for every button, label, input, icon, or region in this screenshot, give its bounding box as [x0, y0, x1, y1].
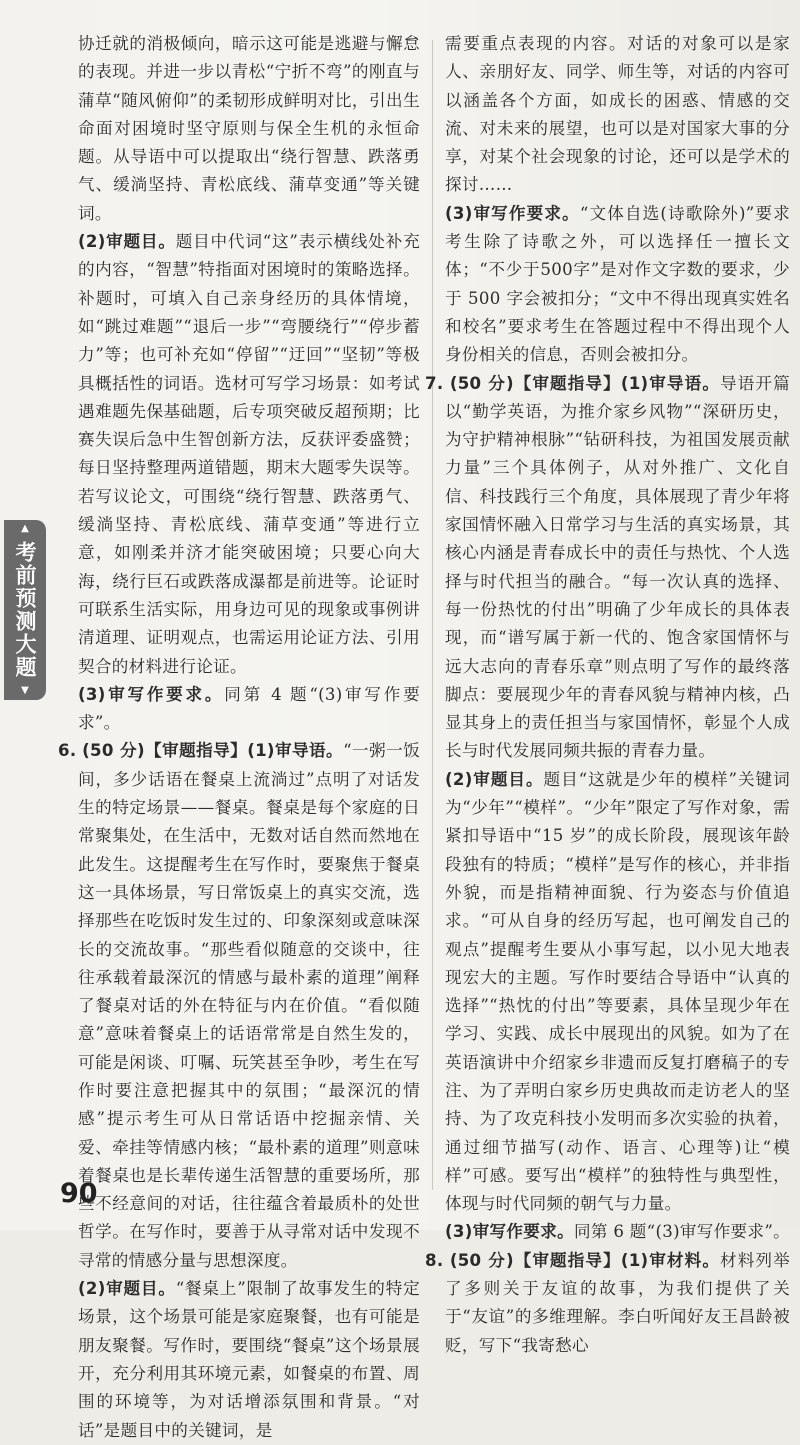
triangle-down-icon: ▼ [21, 685, 29, 696]
section-label: (2)审题目。 [78, 232, 176, 252]
paragraph: (2)审题目。“餐桌上”限制了故事发生的特定场景，这个场景可能是家庭聚餐，也有可能是朋友聚餐。写作时，要围绕“餐桌”这个场景展开，充分利用其环境元素，如餐桌的布置、周围的环境等，为对话增添氛围和背景。“对话”是题目中的关键词，是 [78, 1279, 420, 1440]
section-label: (3)审写作要求。 [445, 203, 580, 223]
section-label: (2)审题目。 [445, 769, 544, 789]
section-label: (2)审题目。 [78, 1279, 176, 1299]
side-tab-label: 考前预测大题 [13, 541, 37, 679]
question-number: 8. [425, 1250, 444, 1270]
paragraph: (2)审题目。题目“这就是少年的模样”关键词为“少年”“模样”。“少年”限定了写作对象，需紧扣导语中“15 岁”的成长阶段，展现该年龄段独有的特质；“模样”是写作的核心，并非指外貌，而是指精神面貌、行为姿态与价值追求。“可从自身的经历写起，也可阐发自己的观点”提醒考生要从小事写起，以小见大地表现宏大的主题。写作时要结合导语中“认真的选择”“热忱的付出”等要素，具体呈现少年在学习、实践、成长中展现出的风貌。如为了在英语演讲中介绍家乡非遗而反复打磨稿子的专注、为了弄明白家乡历史典故而走访老人的坚持、为了攻克科技小发明而多次实验的执着，通过细节描写(动作、语言、心理等)让“模样”可感。要写出“模样”的独特性与典型性，体现与时代同频的朝气与力量。 [445, 769, 790, 1214]
paragraph: 需要重点表现的内容。对话的对象可以是家人、亲朋好友、同学、师生等，对话的内容可以涵盖各个方面，如成长的困惑、情感的交流、对未来的展望，也可以是对国家大事的分享，对某个社会现象的讨论，还可以是学术的探讨…… [445, 34, 790, 195]
question-6: 6. (50 分)【审题指导】(1)审导语。“一粥一饭间，多少话语在餐桌上流淌过”点明了对话发生的特定场景——餐桌。餐桌是每个家庭的日常聚集处，在生活中，无数对话自然而然地在此发生。这提醒考生在写作时，要聚焦于餐桌这一具体场景，写日常饭桌上的真实交流，选择那些在吃饭时发生过的、印象深刻或意味深长的交流故事。“那些看似随意的交谈中，往往承载着最深沉的情感与最朴素的道理”阐释了餐桌对话的外在特征与内在价值。“看似随意”意味着餐桌上的话语常常是自然生发的，可能是闲谈、叮嘱、玩笑甚至争吵，考生在写作时要注意把握其中的氛围；“最深沉的情感”提示考生可从日常话语中挖掘亲情、关爱、牵挂等情感内核；“最朴素的道理”则意味着餐桌也是长辈传递生活智慧的重要场所，那些不经意间的对话，往往蕴含着最质朴的处世哲学。在写作时，要善于从寻常对话中发现不寻常的情感分量与思想深度。 [58, 741, 421, 1270]
question-number: 6. [58, 741, 77, 761]
paragraph: (3)审写作要求。“文体自选(诗歌除外)”要求考生除了诗歌之外，可以选择任一擅长文体；“不少于500字”是对作文字数的要求，少于 500 字会被扣分；“文中不得出现真实姓名和校名”要求考生在答题过程中不得出现个人身份相关的信息，否则会被扣分。 [445, 203, 790, 365]
question-number: 7. [425, 373, 444, 393]
section-label: (3)审写作要求。 [78, 684, 225, 704]
section-label: (50 分)【审题指导】(1)审导语。 [82, 741, 344, 761]
right-column [425, 30, 791, 1360]
left-column [58, 30, 421, 1445]
section-label: (3)审写作要求。 [445, 1222, 574, 1242]
section-label: (50 分)【审题指导】(1)审材料。 [449, 1250, 721, 1270]
question-8: 8. (50 分)【审题指导】(1)审材料。材料列举了多则关于友谊的故事，为我们提供了关于“友谊”的多维理解。李白听闻好友王昌龄被贬，写下“我寄愁心 [425, 1250, 790, 1355]
column-divider [432, 40, 433, 1190]
side-tab [4, 520, 46, 700]
paragraph: 协迁就的消极倾向，暗示这可能是逃避与懈怠的表现。并进一步以青松“宁折不弯”的刚直与蒲草“随风俯仰”的柔韧形成鲜明对比，引出生命面对困境时坚守原则与保全生机的永恒命题。从导语中可以提取出“绕行智慧、跌落勇气、缓淌坚持、青松底线、蒲草变通”等关键词。 [78, 34, 420, 223]
page-number: 90 [60, 1178, 98, 1209]
paragraph: (3)审写作要求。同第 6 题“(3)审写作要求”。 [445, 1222, 791, 1242]
section-label: (50 分)【审题指导】(1)审导语。 [449, 373, 721, 393]
triangle-up-icon: ▲ [21, 523, 29, 534]
question-7: 7. (50 分)【审题指导】(1)审导语。导语开篇以“勤学英语，为推介家乡风物”“深研历史，为守护精神根脉”“钻研科技，为祖国发展贡献力量”三个具体例子，从对外推广、文化自信、科技践行三个角度，具体展现了青少年将家国情怀融入日常学习与生活的真实场景，其核心内涵是青春成长中的责任与热忱、个人选择与时代担当的融合。“每一次认真的选择、每一份热忱的付出”明确了少年成长的具体表现，而“谱写属于新一代的、饱含家国情怀与远大志向的青春乐章”则点明了写作的最终落脚点：要展现少年的青春风貌与精神内核，凸显其身上的责任担当与家国情怀，彰显个人成长与时代发展同频共振的青春力量。 [425, 373, 790, 761]
paragraph: (2)审题目。题目中代词“这”表示横线处补充的内容，“智慧”特指面对困境时的策略选择。补题时，可填入自己亲身经历的具体情境，如“跳过难题”“退后一步”“弯腰绕行”“停步蓄力”等；也可补充如“停留”“迂回”“坚韧”等极具概括性的词语。选材可写学习场景：如考试遇难题先保基础题，后专项突破反超预期；比赛失误后急中生智创新方法，反获评委盛赞；每日坚持整理两道错题，期末大题零失误等。若写议论文，可围绕“绕行智慧、跌落勇气、缓淌坚持、青松底线、蒲草变通”等进行立意，如刚柔并济才能突破困境；只要心向大海，绕行巨石或跌落成瀑都是前进等。论证时可联系生活实际，用身边可见的现象或事例讲清道理、证明观点，也需运用论证方法、引用契合的材料进行论证。 [78, 232, 420, 676]
paragraph: (3)审写作要求。同第 4 题“(3)审写作要求”。 [78, 684, 421, 733]
